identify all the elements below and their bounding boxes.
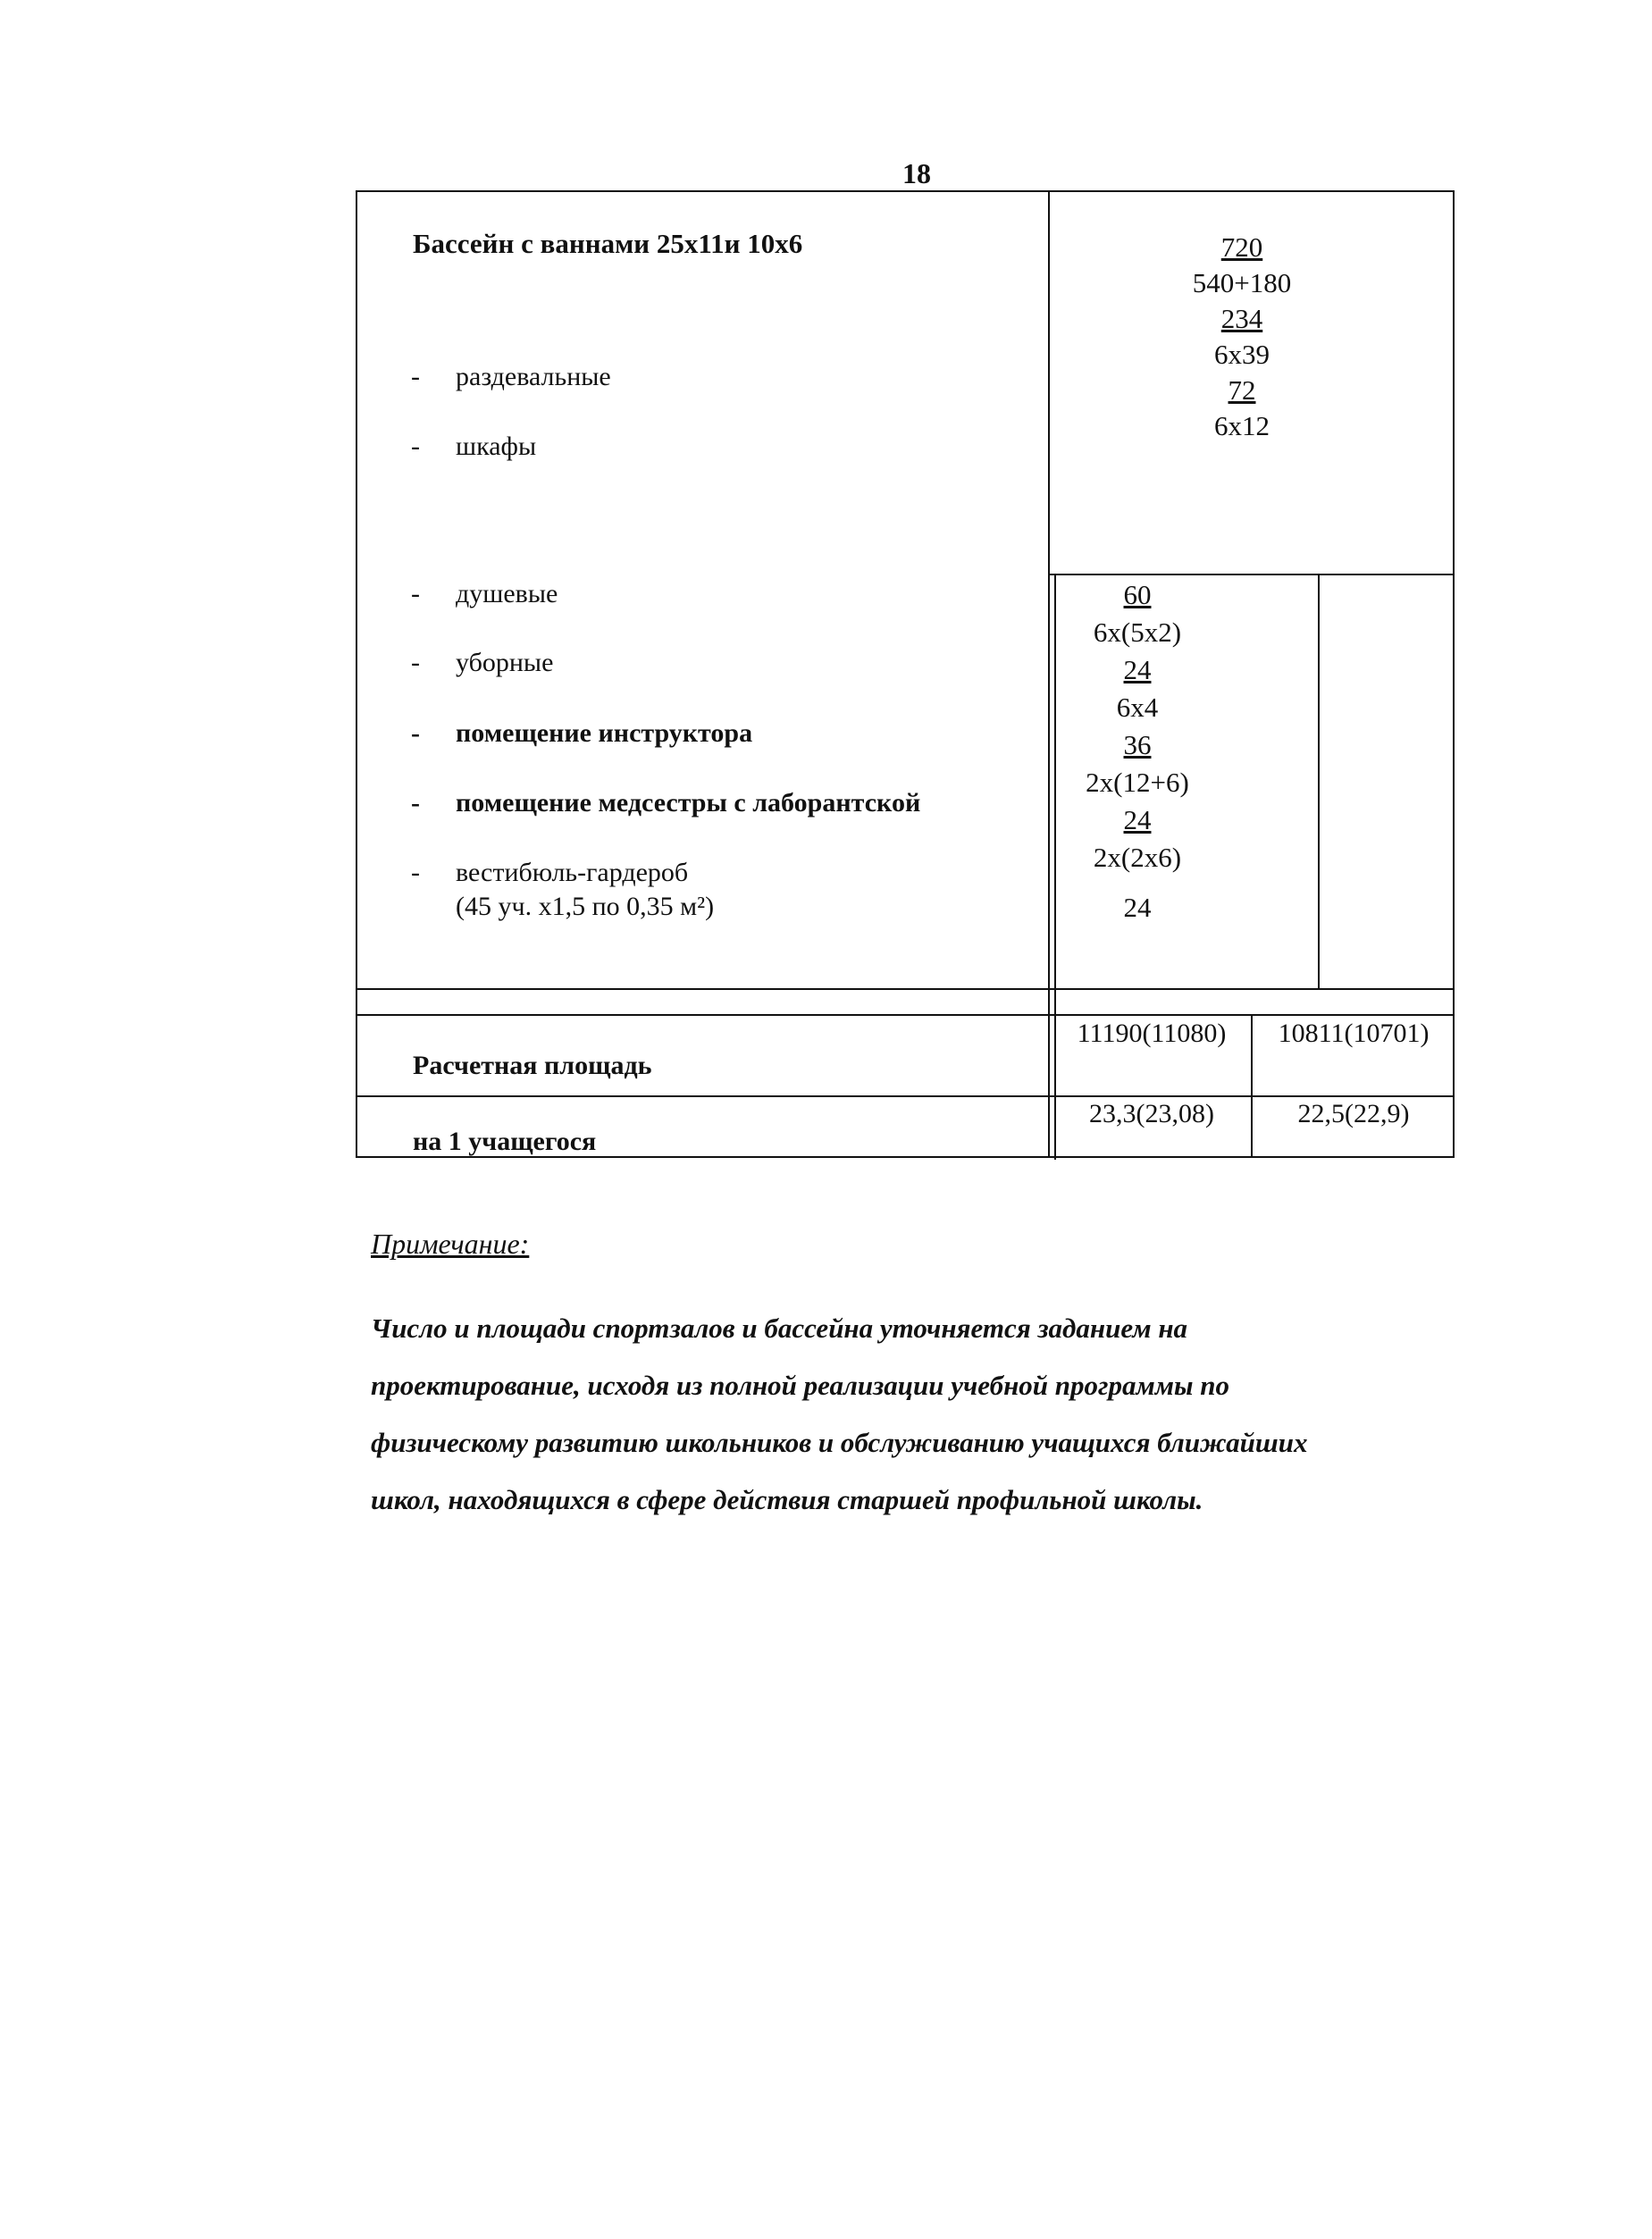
total-area-value: 10811(10701) <box>1278 1019 1430 1048</box>
area-calc: 6х(5х2) <box>1093 616 1182 648</box>
list-dash: - <box>411 579 420 608</box>
area-calc: 6х12 <box>1214 410 1270 441</box>
area-calc: 6х4 <box>1116 692 1159 723</box>
area-value: 36 <box>1123 729 1152 760</box>
list-item-label: шкафы <box>456 432 537 461</box>
list-dash: - <box>411 432 420 461</box>
list-item-label: уборные <box>456 648 554 677</box>
value-block <box>1063 231 1421 442</box>
area-calc: 2х(12+6) <box>1086 767 1189 798</box>
list-dash: - <box>411 788 420 818</box>
list-item <box>411 579 1036 615</box>
note-line: физическому развитию школьников и обслуживанию учащихся ближайших <box>371 1427 1308 1458</box>
area-value: 24 <box>1123 654 1152 685</box>
vestibule-note: (45 уч. х1,5 по 0,35 м²) <box>456 892 715 921</box>
note-line: проектирование, исходя из полной реализации учебной программы по <box>371 1370 1229 1401</box>
list-dash: - <box>411 362 420 391</box>
per-student-value: 22,5(22,9) <box>1297 1099 1410 1128</box>
area-calc: 2х(2х6) <box>1093 842 1182 873</box>
list-dash: - <box>411 648 420 677</box>
list-item-label: вестибюль-гардероб <box>456 858 689 887</box>
area-value: 72 <box>1228 374 1256 406</box>
list-item-label: душевые <box>456 579 558 608</box>
area-table <box>356 190 1455 1158</box>
list-item-label: помещение инструктора <box>456 718 753 748</box>
note-title: Примечание: <box>371 1228 530 1260</box>
table-row-divider <box>357 1095 1455 1097</box>
list-item-label: раздевальные <box>456 362 611 391</box>
table-row-divider <box>357 1014 1455 1016</box>
total-area-value: 11190(11080) <box>1077 1019 1227 1048</box>
area-calc: 540+180 <box>1192 267 1292 298</box>
pool-heading: Бассейн с ваннами 25х11и 10х6 <box>413 228 803 259</box>
page-number: 18 <box>902 157 931 189</box>
list-item <box>411 858 1036 893</box>
total-area-label: Расчетная площадь <box>413 1051 652 1080</box>
list-dash: - <box>411 858 420 887</box>
area-calc: 24 <box>1123 892 1152 923</box>
list-item <box>411 432 947 467</box>
note-text <box>371 1300 1443 1529</box>
area-value: 24 <box>1123 804 1152 835</box>
per-student-value: 23,3(23,08) <box>1089 1099 1214 1128</box>
list-item <box>411 648 1036 683</box>
list-item <box>411 788 1045 824</box>
per-student-label: на 1 учащегося <box>413 1127 597 1156</box>
note-line: Число и площади спортзалов и бассейна уточняется заданием на <box>371 1312 1188 1344</box>
area-value: 720 <box>1220 231 1263 263</box>
area-calc: 6х39 <box>1214 339 1270 370</box>
area-value: 234 <box>1220 303 1263 334</box>
list-dash: - <box>411 718 420 748</box>
list-item <box>411 718 1036 754</box>
value-block <box>1003 579 1271 924</box>
table-column-divider <box>1318 574 1320 988</box>
table-row-divider <box>1048 574 1455 575</box>
area-value: 60 <box>1123 579 1152 610</box>
table-row-divider <box>357 988 1455 990</box>
note-line: школ, находящихся в сфере действия старшей профильной школы. <box>371 1484 1203 1515</box>
list-item <box>411 362 947 398</box>
list-item-label: помещение медсестры с лаборантской <box>456 788 921 818</box>
